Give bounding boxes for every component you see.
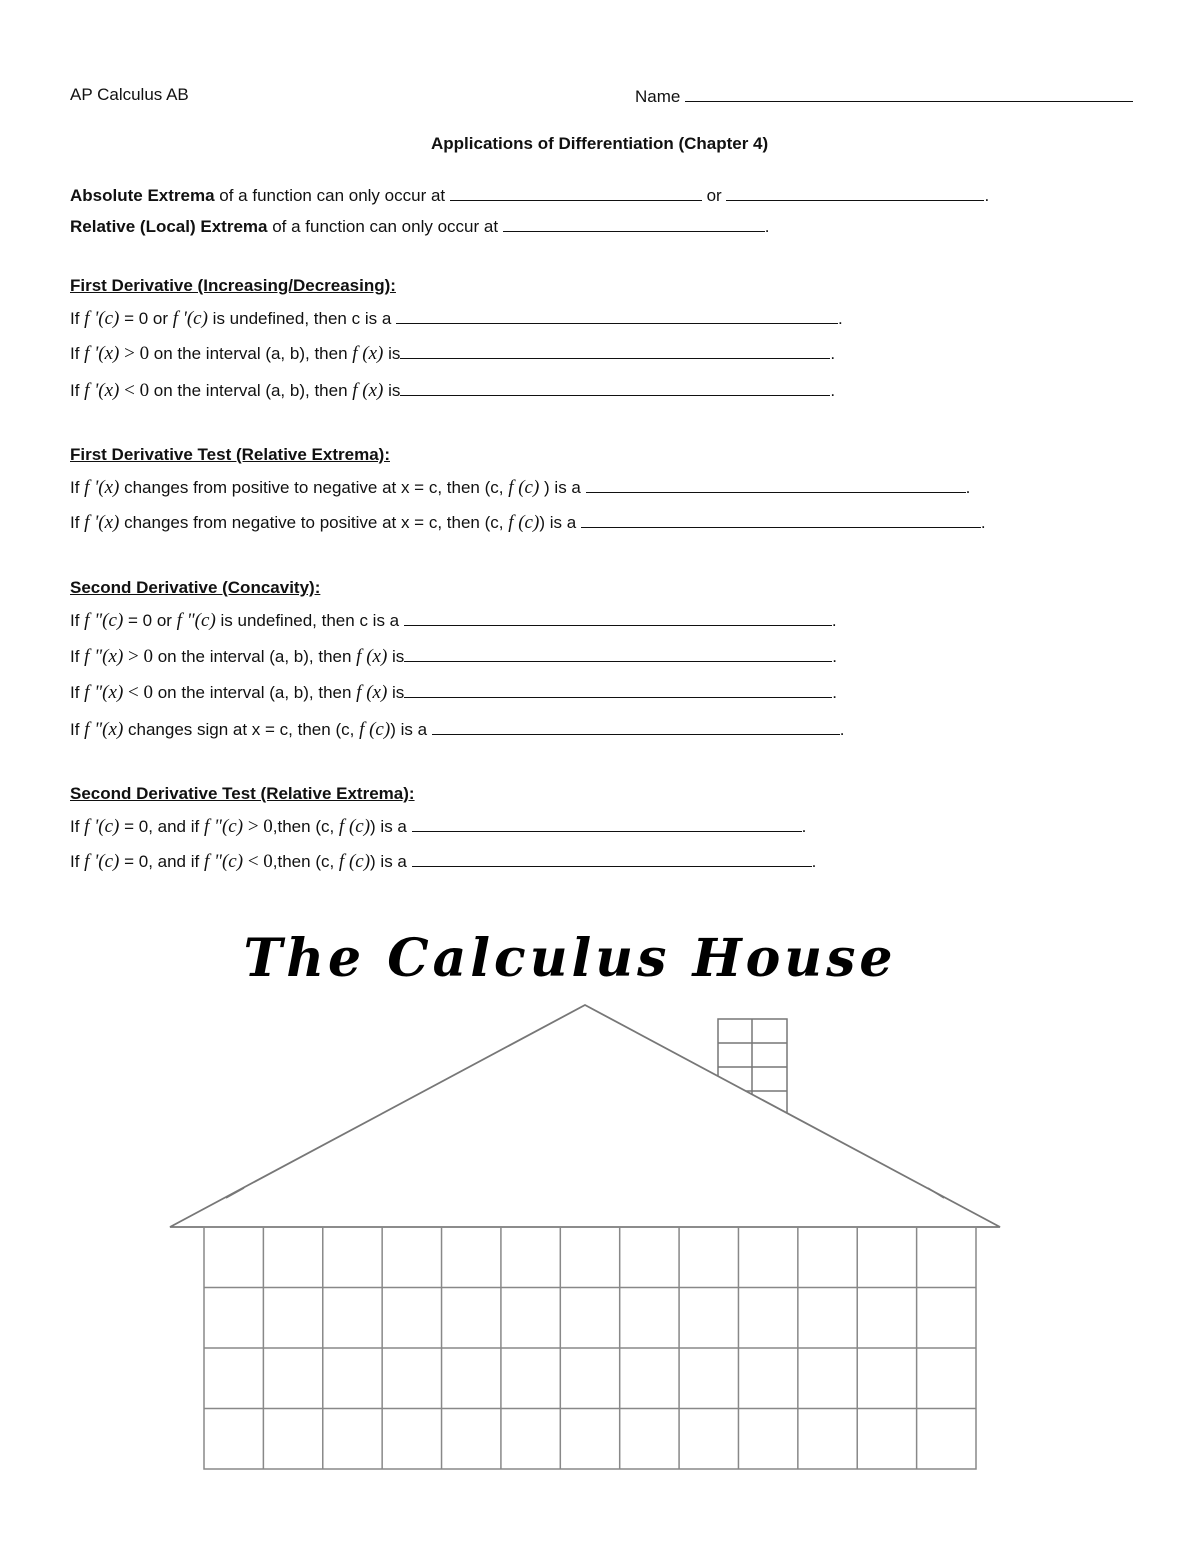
math-f-c: f (c) [359, 719, 391, 740]
absolute-extrema-text: of a function can only occur at [214, 186, 450, 205]
relation: > 0 [243, 816, 273, 837]
math-f-c: f (c) [508, 477, 540, 498]
if-text: If [70, 344, 85, 363]
text: changes sign at x = c, then (c, [123, 720, 360, 739]
math-fdoubleprime-x: f "(x) [84, 682, 124, 703]
period: . [980, 513, 986, 532]
text: is [387, 683, 405, 702]
if-text: If [70, 611, 85, 630]
second-derivative-test-heading: Second Derivative Test (Relative Extrema): [70, 784, 415, 803]
math-fprime-c: f '(c) [84, 308, 120, 329]
period: . [984, 186, 990, 205]
relation: < 0 [119, 380, 150, 401]
first-derivative-heading: First Derivative (Increasing/Decreasing): [70, 276, 396, 295]
math-fprime-x: f '(x) [84, 512, 120, 533]
math-fdoubleprime-c: f "(c) [84, 610, 124, 631]
relative-extrema-term: Relative (Local) Extrema [70, 217, 268, 236]
text: is undefined, then c is a [215, 611, 404, 630]
if-text: If [70, 720, 85, 739]
math-f-c: f (c) [338, 816, 371, 837]
text: ,then (c, [272, 852, 339, 871]
relation: < 0 [243, 851, 273, 872]
if-text: If [70, 817, 85, 836]
calculus-house-title: The Calculus House [243, 928, 897, 989]
math-f-c: f (c) [508, 512, 540, 533]
period: . [811, 852, 817, 871]
math-fprime-c: f '(c) [84, 851, 120, 872]
period: . [832, 647, 838, 666]
math-f-c: f (c) [338, 851, 371, 872]
math-f-x: f (x) [352, 343, 384, 364]
text: ) is a [539, 513, 581, 532]
or-label: or [706, 186, 722, 205]
math-fprime-x: f '(x) [84, 380, 120, 401]
text: ,then (c, [272, 817, 339, 836]
text: ) is a [370, 817, 412, 836]
period: . [838, 309, 843, 328]
text: ) is a [390, 720, 432, 739]
math-fprime-c: f '(c) [172, 308, 208, 329]
first-derivative-test-heading: First Derivative Test (Relative Extrema): [70, 445, 390, 464]
relation: > 0 [119, 343, 150, 364]
if-text: If [70, 309, 85, 328]
course-label: AP Calculus AB [70, 85, 189, 104]
math-f-x: f (x) [352, 380, 384, 401]
relation: > 0 [123, 646, 153, 667]
if-text: If [70, 478, 85, 497]
absolute-extrema-term: Absolute Extrema [70, 186, 215, 205]
text: changes from negative to positive at x = c, then (c, [119, 513, 509, 532]
roof [170, 1005, 1000, 1227]
period: . [764, 217, 770, 236]
math-fdoubleprime-c: f "(c) [203, 851, 244, 872]
if-text: If [70, 852, 85, 871]
text: ) is a [370, 852, 412, 871]
text: changes from positive to negative at x = c, then (c, [119, 478, 509, 497]
math-f-x: f (x) [356, 646, 388, 667]
page-title: Applications of Differentiation (Chapter 4) [431, 134, 769, 153]
math-fdoubleprime-x: f "(x) [84, 646, 124, 667]
name-label: Name [635, 87, 681, 106]
period: . [801, 817, 807, 836]
math-fdoubleprime-x: f "(x) [84, 719, 124, 740]
text: is [383, 344, 401, 363]
house-grid [204, 1227, 976, 1469]
text: is [387, 647, 405, 666]
if-text: If [70, 647, 85, 666]
text: = 0 or [119, 309, 173, 328]
text: is undefined, then c is a [207, 309, 396, 328]
math-f-x: f (x) [356, 682, 388, 703]
period: . [831, 611, 837, 630]
relation: < 0 [123, 682, 153, 703]
period: . [830, 381, 836, 400]
text: on the interval (a, b), then [149, 381, 353, 400]
text: = 0, and if [119, 852, 204, 871]
math-fprime-c: f '(c) [84, 816, 120, 837]
second-derivative-heading: Second Derivative (Concavity): [70, 578, 321, 597]
text: on the interval (a, b), then [149, 344, 353, 363]
math-fprime-x: f '(x) [84, 477, 120, 498]
text: on the interval (a, b), then [153, 647, 357, 666]
text: = 0 or [123, 611, 177, 630]
text: = 0, and if [119, 817, 204, 836]
math-fprime-x: f '(x) [84, 343, 120, 364]
if-text: If [70, 513, 85, 532]
period: . [832, 683, 838, 702]
math-fdoubleprime-c: f "(c) [176, 610, 216, 631]
if-text: If [70, 381, 85, 400]
text: ) is a [539, 478, 586, 497]
relative-extrema-text: of a function can only occur at [267, 217, 503, 236]
period: . [839, 720, 845, 739]
text: is [383, 381, 401, 400]
period: . [830, 344, 836, 363]
period: . [965, 478, 971, 497]
if-text: If [70, 683, 85, 702]
math-fdoubleprime-c: f "(c) [203, 816, 244, 837]
text: on the interval (a, b), then [153, 683, 357, 702]
